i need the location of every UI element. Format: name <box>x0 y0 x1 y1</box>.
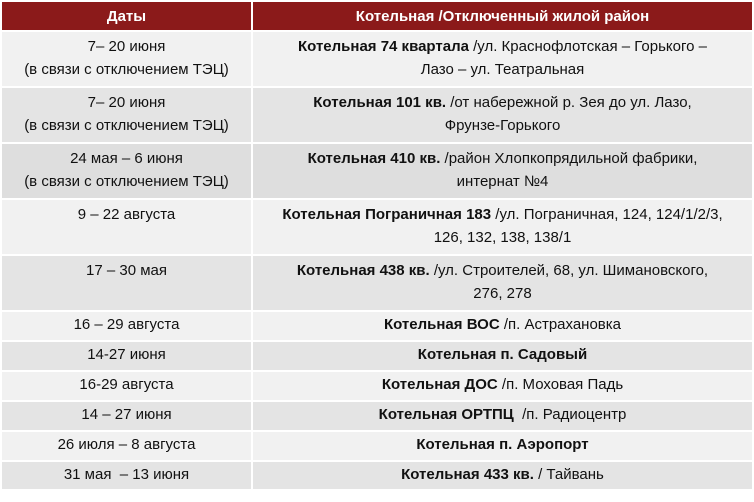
district-text: / Тайвань <box>533 466 604 483</box>
date-cell <box>2 312 251 340</box>
boiler-cell <box>253 88 752 142</box>
district-text: /ул. Строителей, 68, ул. Шимановского, <box>429 262 709 279</box>
boiler-name: Котельная 101 кв. <box>313 94 447 111</box>
date-text: 7– 20 июня <box>87 38 166 55</box>
date-note: (в связи с отключением ТЭЦ) <box>24 61 229 78</box>
table-row <box>2 372 752 400</box>
date-cell <box>2 200 251 254</box>
table-row <box>2 144 752 198</box>
date-text: 7– 20 июня <box>87 94 166 111</box>
boiler-name: Котельная 438 кв. <box>296 262 430 279</box>
boiler-name: Котельная п. Садовый <box>417 346 588 363</box>
table-row <box>2 200 752 254</box>
district-text-cont: Фрунзе-Горького <box>444 117 561 134</box>
date-note: (в связи с отключением ТЭЦ) <box>24 117 229 134</box>
table-row <box>2 312 752 340</box>
district-text-cont: интернат №4 <box>456 173 549 190</box>
boiler-name: Котельная Пограничная 183 <box>282 206 492 223</box>
table-row <box>2 256 752 310</box>
date-cell <box>2 88 251 142</box>
boiler-name: Котельная ВОС <box>383 316 500 333</box>
boiler-name: Котельная 74 квартала <box>298 38 469 55</box>
date-text: 31 мая – 13 июня <box>63 466 190 483</box>
date-cell <box>2 402 251 430</box>
header-boiler-district: Котельная /Отключенный жилой район <box>253 2 752 30</box>
header-dates: Даты <box>2 2 251 30</box>
date-cell <box>2 32 251 86</box>
boiler-name: Котельная 433 кв. <box>401 466 534 483</box>
date-cell <box>2 342 251 370</box>
boiler-cell <box>253 462 752 489</box>
boiler-cell <box>253 342 752 370</box>
table-row <box>2 342 752 370</box>
date-cell <box>2 256 251 310</box>
boiler-name: Котельная 410 кв. <box>307 150 441 167</box>
district-text: /от набережной р. Зея до ул. Лазо, <box>446 94 692 111</box>
boiler-cell <box>253 144 752 198</box>
boiler-cell <box>253 372 752 400</box>
date-text: 17 – 30 мая <box>86 262 167 279</box>
date-cell <box>2 372 251 400</box>
date-cell <box>2 462 251 489</box>
date-text: 14 – 27 июня <box>81 406 172 423</box>
district-text: /п. Радиоцентр <box>513 406 627 423</box>
boiler-cell <box>253 432 752 460</box>
date-cell <box>2 432 251 460</box>
date-text: 16-29 августа <box>79 376 174 393</box>
date-text: 14-27 июня <box>87 346 166 363</box>
district-text-cont: 126, 132, 138, 138/1 <box>433 229 572 246</box>
table-header-row <box>2 2 752 30</box>
boiler-cell <box>253 312 752 340</box>
boiler-name: Котельная ДОС <box>381 376 498 393</box>
boiler-cell <box>253 200 752 254</box>
district-text-cont: 276, 278 <box>473 285 532 302</box>
district-text: /район Хлопкопрядильной фабрики, <box>440 150 698 167</box>
table-row <box>2 432 752 460</box>
district-text: /п. Моховая Падь <box>497 376 624 393</box>
table-row <box>2 88 752 142</box>
district-text: /ул. Краснофлотская – Горького – <box>468 38 707 55</box>
table-row <box>2 462 752 489</box>
district-text: /ул. Пограничная, 124, 124/1/2/3, <box>491 206 723 223</box>
date-text: 24 мая – 6 июня <box>70 150 183 167</box>
table-row <box>2 402 752 430</box>
boiler-cell <box>253 32 752 86</box>
date-text: 16 – 29 августа <box>73 316 180 333</box>
date-text: 26 июля – 8 августа <box>57 436 196 453</box>
date-note: (в связи с отключением ТЭЦ) <box>24 173 229 190</box>
date-cell <box>2 144 251 198</box>
date-text: 9 – 22 августа <box>77 206 176 223</box>
boiler-name: Котельная ОРТПЦ <box>378 406 514 423</box>
table-row <box>2 32 752 86</box>
boiler-name: Котельная п. Аэропорт <box>416 436 589 453</box>
boiler-cell <box>253 402 752 430</box>
district-text: /п. Астрахановка <box>499 316 622 333</box>
boiler-cell <box>253 256 752 310</box>
district-text-cont: Лазо – ул. Театральная <box>420 61 585 78</box>
